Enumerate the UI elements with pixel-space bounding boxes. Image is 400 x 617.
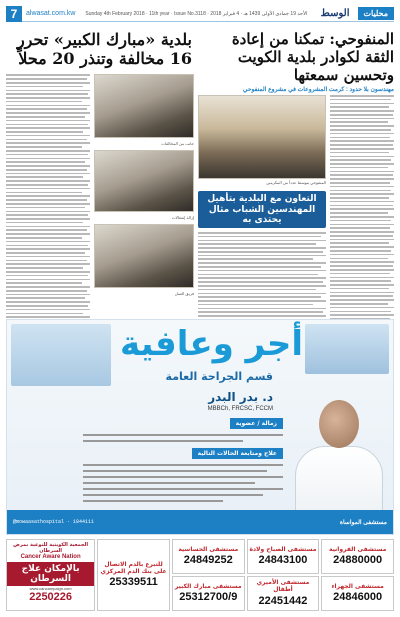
right-headline: المنفوحي: تمكنا من إعادة الثقة لكوادر بلدية الكويت وتحسين سمعتها	[231, 30, 394, 84]
hospital-name: مستشفى مبارك الكبير	[174, 582, 242, 590]
photo-removal	[94, 150, 194, 212]
hospital-number: 22451442	[258, 594, 308, 607]
photo-caption: فريق العمل	[174, 291, 194, 297]
hospital-name: مستشفى الحساسية	[178, 545, 239, 553]
hospital-name: مستشفى الأميري أطفال	[256, 579, 310, 593]
phone-directory	[6, 539, 394, 611]
website-link[interactable]: alwasat.com.kw	[26, 10, 76, 17]
hospital-phone-cell	[172, 576, 245, 611]
hospital-number: 25312700/9	[179, 591, 238, 604]
hospital-phone-cell	[247, 576, 320, 611]
photo-team	[94, 224, 194, 288]
ad-section-fellowship: زمالة / عضوية	[230, 418, 283, 429]
right-body-bottom	[198, 232, 326, 332]
photo-award-ceremony	[198, 95, 326, 179]
hospital-name: مستشفى الفروانية	[328, 545, 387, 553]
hospital-phone-cell	[247, 539, 320, 574]
ad-qualifications: MBBCh, FRCSC, FCCM	[207, 406, 273, 412]
right-subtitle: مهندسون بلا حدود : كرمت المشروعات في مشروع المنفوحي	[242, 87, 394, 93]
page-header	[6, 6, 394, 22]
right-article	[198, 30, 394, 316]
can-url[interactable]: www.cancampaign.com	[29, 586, 72, 591]
hospital-phone-cell	[321, 576, 394, 611]
banner-line-2: المهندسين الشباب مثال يحتذى به	[208, 205, 316, 225]
right-photo-caption: المنفوحي يتوسط عدداً من المكرمين	[266, 180, 326, 185]
can-org-name: Cancer Aware Nation	[20, 554, 81, 560]
ad-treatment-list	[83, 460, 283, 506]
hospital-number: 24880000	[333, 554, 383, 567]
hospital-name: مستشفى الصباح ولادة	[249, 545, 317, 553]
ad-department: قسم الجراحة العامة	[165, 370, 273, 383]
ad-footer-contact[interactable]: @mowaasathospital · 1844111	[13, 519, 95, 525]
ad-section-treatments: علاج ومتابعة الحالات التالية	[192, 448, 283, 459]
quote-banner	[198, 191, 326, 228]
left-body-text	[6, 74, 90, 348]
left-headline: بلدية «مبارك الكبير» تحرر 16 مخالفة وتنذر 20 محلاً	[16, 30, 192, 69]
hospital-advertisement	[6, 319, 394, 535]
hospital-number: 24846000	[333, 591, 383, 604]
banner-line-1: التعاون مع البلدية بتأهيل	[207, 194, 317, 204]
hospital-number: 25339511	[109, 576, 158, 589]
can-phone-number: 2250226	[29, 591, 73, 603]
photo-caption: جانب من المخالفات	[161, 141, 194, 147]
hospital-phone-cell	[172, 539, 245, 574]
section-label: محليات	[358, 7, 394, 20]
hospital-phone-cell	[97, 539, 170, 611]
ad-doctor-name: د. بدر البدر	[208, 390, 273, 404]
newspaper-brand: الوسط	[320, 8, 350, 19]
can-campaign-box	[6, 539, 95, 611]
hospital-number: 24849252	[183, 554, 233, 567]
ad-title: أجر وعافية	[119, 324, 303, 364]
hospital-name: مستشفى الجهراء	[331, 582, 384, 590]
page-number: 7	[6, 6, 22, 22]
ad-right-image	[305, 324, 389, 374]
hospital-number: 24843100	[258, 554, 308, 567]
left-article	[6, 26, 194, 316]
photo-inspection	[94, 74, 194, 138]
can-org-line: الجمعية الكويتية للتوعية بمرض السرطان	[13, 542, 89, 554]
hospital-phone-cell	[321, 539, 394, 574]
issue-meta: Sunday 4th February 2018 · 11th year · Issue No.3118 · الأحد 19 جمادى الأولى 1439 هـ · 4 فبراير 2018	[85, 10, 308, 17]
ad-fellowship-list	[83, 430, 283, 446]
ad-left-image	[11, 324, 111, 386]
ad-hospital-logo: مستشفى المواساة	[339, 519, 387, 526]
hospital-name: للتبرع بالدم الاتصال على بنك الدم المركزي	[100, 560, 167, 575]
can-slogan: بالإمكان علاج السرطان	[7, 562, 94, 586]
photo-caption: إزالة إشغالات	[171, 215, 194, 221]
ad-footer	[7, 510, 393, 534]
